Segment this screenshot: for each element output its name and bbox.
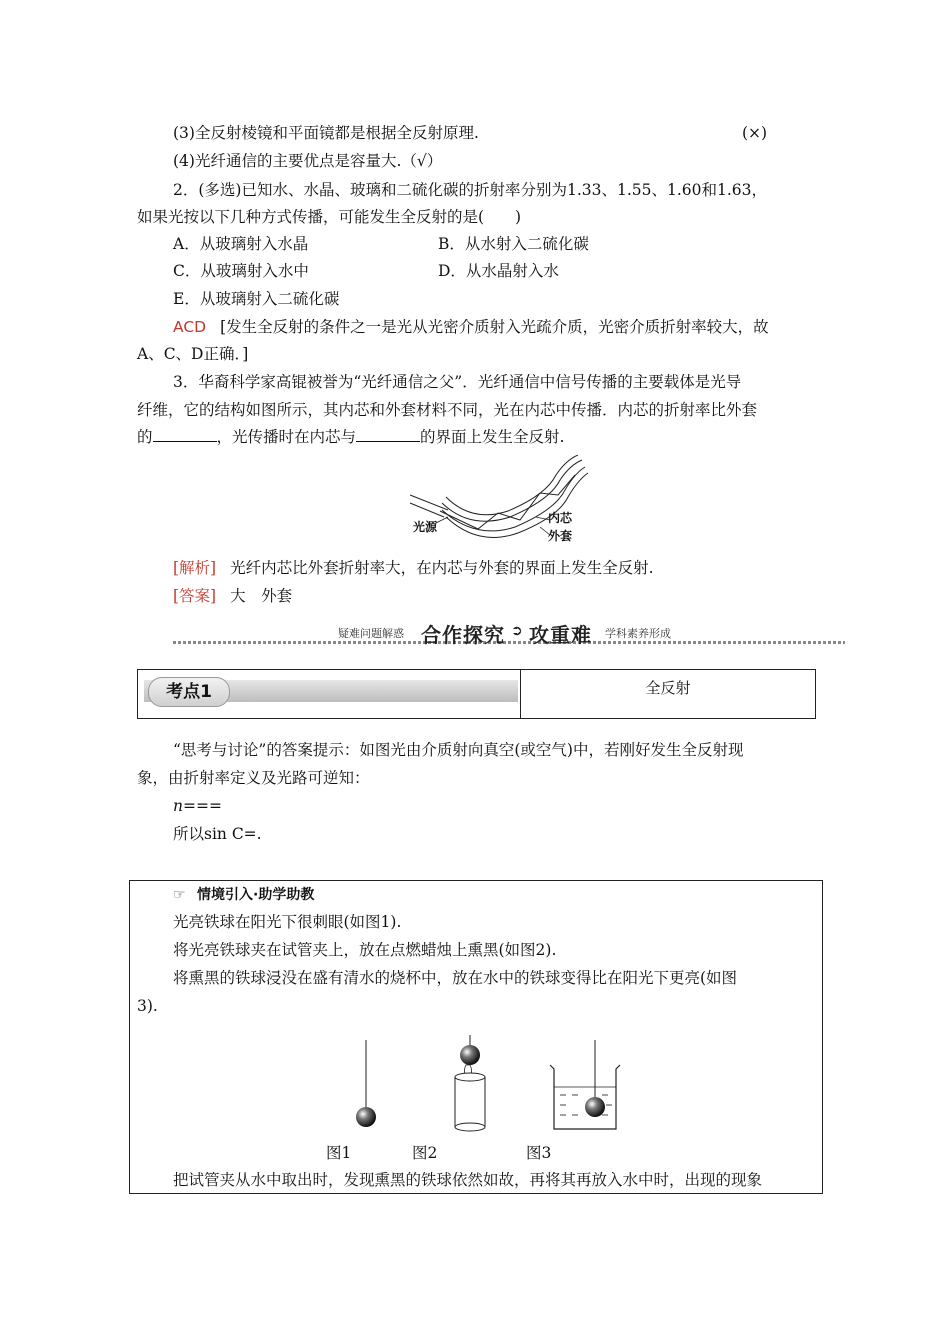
- blank-2: [356, 427, 420, 442]
- answer-text: 大 外套: [230, 587, 293, 605]
- answer-2-line2: A、C、D正确．]: [137, 345, 249, 363]
- question-3-line2: 纤维，它的结构如图所示，其内芯和外套材料不同，光在内芯中传播．内芯的折射率比外套: [137, 401, 758, 419]
- label-cladding: 外套: [548, 529, 573, 543]
- scenario-line2: 将光亮铁球夹在试管夹上，放在点燃蜡烛上熏黑(如图2).: [173, 941, 557, 959]
- scenario-line3: 将熏黑的铁球浸没在盛有清水的烧杯中，放在水中的铁球变得比在阳光下更亮(如图: [173, 969, 738, 987]
- analysis-line: [173, 558, 654, 578]
- option-a: A．从玻璃射入水晶: [173, 235, 309, 253]
- option-b: B．从水射入二硫化碳: [438, 235, 589, 253]
- equation-sinc: 所以sin C=.: [173, 825, 262, 843]
- answer-tag: [答案]: [173, 587, 217, 605]
- answer-2-explanation: [发生全反射的条件之一是光从光密介质射入光疏介质，光密介质折射率较大，故: [220, 318, 769, 336]
- scenario-line3b: 3).: [137, 997, 158, 1015]
- kaodian-tab: 考点1: [148, 677, 230, 707]
- banner-center-b: 攻重难: [529, 623, 592, 647]
- answer-2-line1: [173, 317, 769, 337]
- option-d: D．从水晶射入水: [438, 262, 559, 280]
- iron-ball-figures: [340, 1035, 630, 1135]
- discussion-line2: 象，由折射率定义及光路可逆知：: [137, 769, 370, 787]
- equation-n: n===: [173, 797, 222, 815]
- option-c: C．从玻璃射入水中: [173, 262, 309, 280]
- option-e: E．从玻璃射入二硫化碳: [173, 290, 340, 308]
- figure-3-caption: 图3: [526, 1144, 552, 1162]
- q3-text-c: 的界面上发生全反射.: [420, 428, 565, 446]
- figure-1-caption: 图1: [326, 1144, 352, 1162]
- analysis-text: 光纤内芯比外套折射率大，在内芯与外套的界面上发生全反射.: [230, 559, 654, 577]
- statement-3: (3)全反射棱镜和平面镜都是根据全反射原理.: [173, 124, 479, 142]
- banner-left: 疑难问题解惑: [338, 627, 404, 640]
- ball-1: [356, 1107, 376, 1127]
- scenario-header-text: 情境引入·助学助教: [197, 887, 315, 903]
- analysis-tag: [解析]: [173, 559, 217, 577]
- q3-text-a: 的: [137, 428, 153, 446]
- blank-1: [153, 427, 217, 442]
- label-core: 内芯: [548, 511, 573, 525]
- banner-rule: [173, 641, 845, 644]
- discussion-line1: “思考与讨论”的答案提示：如图光由介质射向真空(或空气)中，若刚好发生全反射现: [173, 741, 744, 759]
- kaodian-title: 全反射: [645, 679, 691, 697]
- question-3-line1: 3．华裔科学家高锟被誉为“光纤通信之父”．光纤通信中信号传播的主要载体是光导: [173, 373, 742, 391]
- label-light-source: 光源: [413, 520, 438, 534]
- answer-line: [173, 586, 292, 606]
- scenario-line4: 把试管夹从水中取出时，发现熏黑的铁球依然如故，再将其再放入水中时，出现的现象: [173, 1171, 763, 1189]
- banner-right: 学科素养形成: [605, 627, 671, 640]
- answer-2-key: ACD: [173, 318, 207, 336]
- question-2-line1: 2．(多选)已知水、水晶、玻璃和二硫化碳的折射率分别为1.33、1.55、1.60和1.63，: [173, 181, 768, 199]
- kaodian-left-cell: [138, 670, 521, 718]
- section-banner: [173, 619, 845, 647]
- figure-2-caption: 图2: [412, 1144, 438, 1162]
- question-2-line2: 如果光按以下几种方式传播，可能发生全反射的是( ): [137, 208, 522, 226]
- banner-center-a: 合作探究: [421, 623, 505, 647]
- scenario-line1: 光亮铁球在阳光下很刺眼(如图1).: [173, 913, 402, 931]
- question-3-line3: [137, 427, 564, 447]
- kaodian-box: [137, 669, 816, 719]
- q3-text-b: ，光传播时在内芯与: [216, 428, 357, 446]
- scenario-header: [173, 885, 314, 905]
- statement-4: (4)光纤通信的主要优点是容量大.（√）: [173, 152, 443, 170]
- statement-3-mark: (×): [742, 124, 768, 142]
- hand-icon: ☞: [173, 887, 186, 903]
- banner-arrow-icon: ➲: [511, 623, 524, 639]
